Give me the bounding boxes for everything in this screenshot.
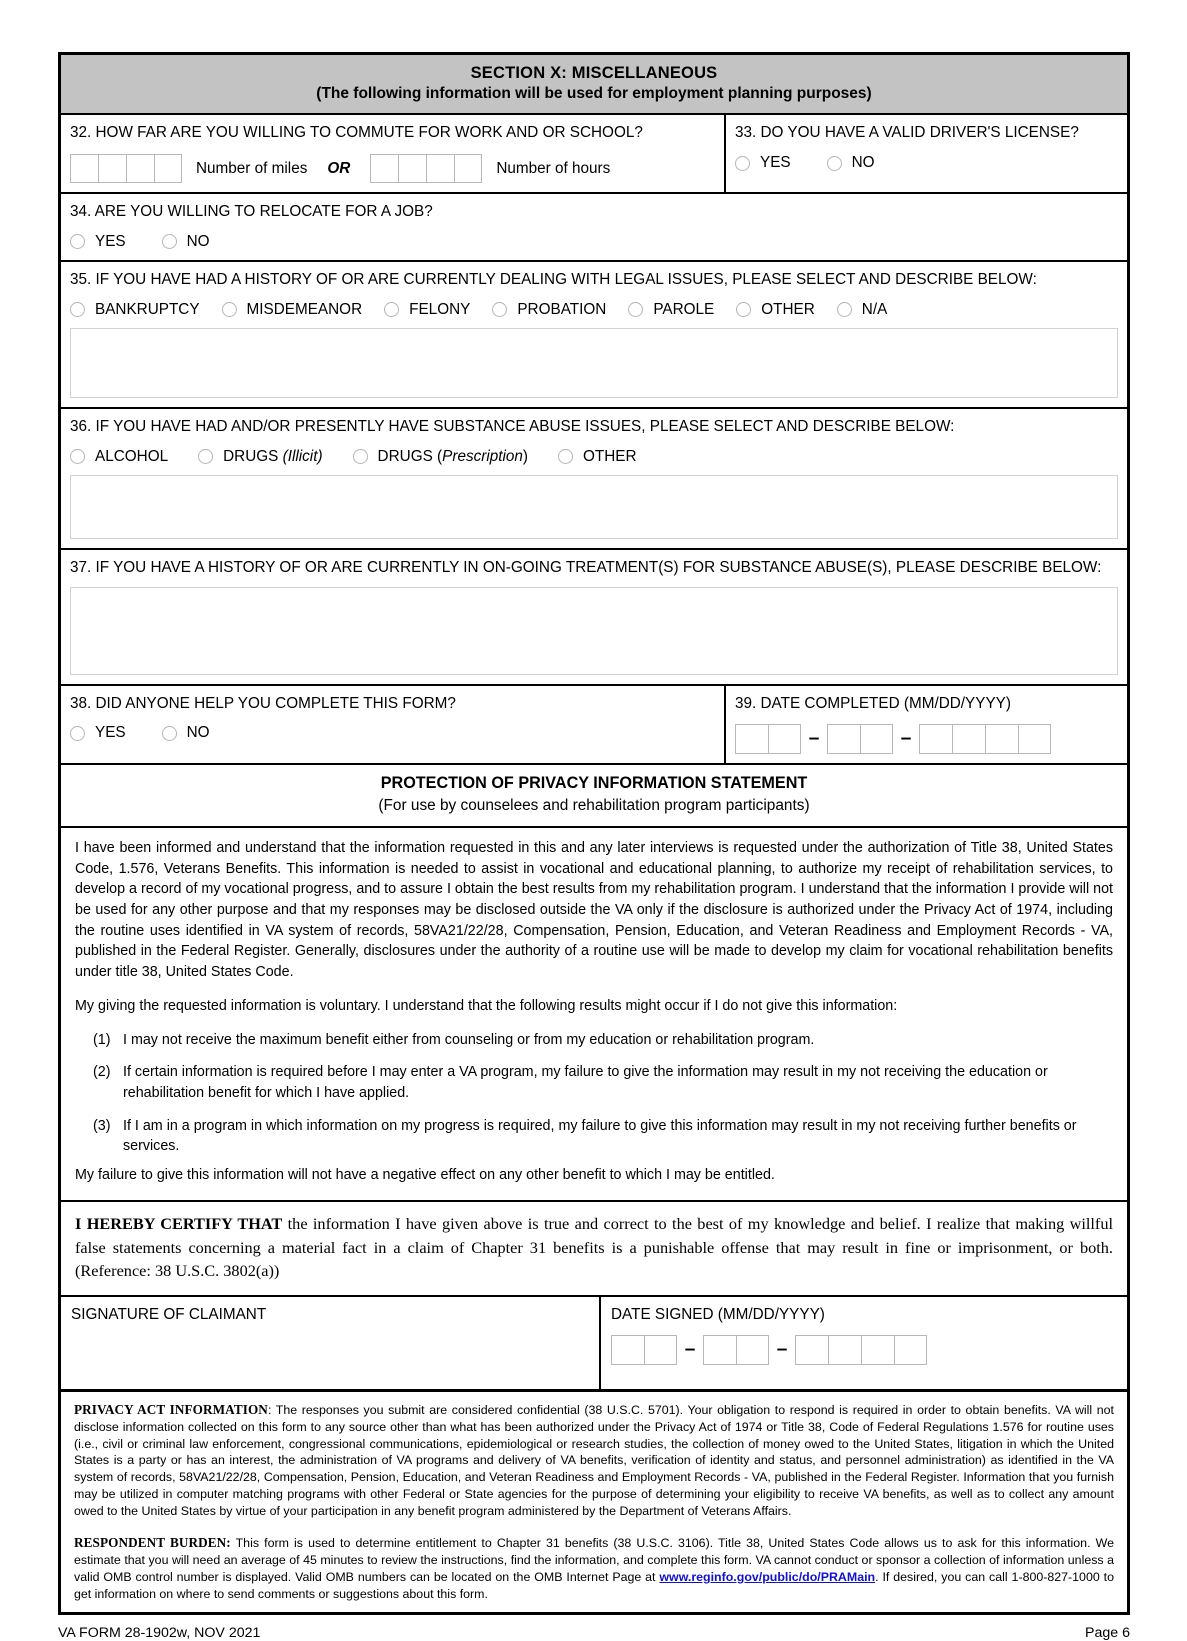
radio-icon[interactable]	[198, 449, 213, 464]
q36-option-other[interactable]	[558, 448, 637, 466]
radio-icon[interactable]	[628, 302, 643, 317]
section-subtitle: (The following information will be used for employment planning purposes)	[316, 85, 872, 103]
q32-miles-input[interactable]	[70, 154, 182, 183]
certification-lead: I HEREBY CERTIFY THAT	[75, 1213, 283, 1233]
q36-describe-input[interactable]	[70, 475, 1118, 539]
char-cell[interactable]	[70, 154, 98, 183]
list-item-text: If I am in a program in which information on my progress is required, my failure to give this information may result in my not receiving further benefits or services.	[123, 1117, 1077, 1155]
char-cell[interactable]	[454, 154, 482, 183]
char-cell[interactable]	[985, 724, 1018, 754]
q35-describe-input[interactable]	[70, 328, 1118, 398]
form-identifier: VA FORM 28-1902w, NOV 2021	[58, 1625, 261, 1641]
respondent-burden-heading: RESPONDENT BURDEN:	[74, 1534, 231, 1550]
date-separator: –	[900, 728, 912, 750]
section-title: SECTION X: MISCELLANEOUS	[470, 64, 718, 82]
q38-option-yes-label: YES	[95, 724, 126, 742]
question-34	[61, 194, 1127, 260]
radio-icon[interactable]	[70, 726, 85, 741]
char-cell[interactable]	[644, 1335, 677, 1365]
char-cell[interactable]	[370, 154, 398, 183]
radio-icon[interactable]	[735, 156, 750, 171]
char-cell[interactable]	[768, 724, 801, 754]
privacy-paragraph-2: My giving the requested information is voluntary. I understand that the following results might occur if I do not give this information:	[75, 997, 898, 1014]
q36-option-drugs-prescription[interactable]	[353, 448, 528, 466]
radio-icon[interactable]	[558, 449, 573, 464]
radio-icon[interactable]	[70, 234, 85, 249]
q35-option-other[interactable]	[736, 301, 815, 319]
char-cell[interactable]	[736, 1335, 769, 1365]
section-header-band	[61, 55, 1127, 115]
privacy-statement-header	[61, 765, 1127, 827]
q36-option-drugs-illicit[interactable]	[198, 448, 322, 466]
signature-date-label: DATE SIGNED (MM/DD/YYYY)	[611, 1305, 825, 1323]
radio-icon[interactable]	[384, 302, 399, 317]
date-separator: –	[808, 728, 820, 750]
row-q35	[61, 262, 1127, 409]
q35-option-label: BANKRUPTCY	[95, 300, 200, 318]
q36-option-label: DRUGS (Illicit)	[223, 447, 323, 465]
date-separator: –	[684, 1338, 696, 1360]
list-item	[75, 1030, 1113, 1051]
char-cell[interactable]	[894, 1335, 927, 1365]
q38-option-no[interactable]	[162, 724, 210, 742]
question-32	[61, 115, 726, 192]
date-separator: –	[776, 1338, 788, 1360]
list-item	[75, 1062, 1113, 1103]
q34-label: 34. ARE YOU WILLING TO RELOCATE FOR A JOB?	[70, 203, 433, 221]
form-frame	[58, 52, 1130, 1615]
q34-option-yes[interactable]	[70, 233, 126, 251]
row-q36	[61, 409, 1127, 550]
q36-option-label: ALCOHOL	[95, 447, 169, 465]
q37-label: 37. IF YOU HAVE A HISTORY OF OR ARE CURRENTLY IN ON-GOING TREATMENT(S) FOR SUBSTANCE ABUSE(S), PLEASE DESCRIBE BELOW:	[70, 558, 1102, 576]
signature-month-input[interactable]	[611, 1335, 677, 1365]
q35-option-na[interactable]	[837, 301, 888, 319]
question-35	[61, 262, 1127, 407]
privacy-statement-body	[61, 828, 1127, 1202]
q35-options	[70, 301, 1118, 319]
signature-date-inputs	[611, 1335, 1117, 1365]
q35-option-label: MISDEMEANOR	[246, 300, 363, 318]
char-cell[interactable]	[919, 724, 952, 754]
respondent-burden	[61, 1530, 1127, 1613]
signature-year-input[interactable]	[795, 1335, 927, 1365]
list-item-text: If certain information is required before I may enter a VA program, my failure to give the information may result in my not receiving the education or rehabilitation benefit for which I have applied.	[123, 1064, 1048, 1102]
q32-miles-caption: Number of miles	[196, 159, 308, 177]
row-q32-q33	[61, 115, 1127, 194]
certification-statement	[61, 1202, 1127, 1297]
q35-option-probation[interactable]	[492, 301, 606, 319]
q36-label: 36. IF YOU HAVE HAD AND/OR PRESENTLY HAVE SUBSTANCE ABUSE ISSUES, PLEASE SELECT AND DESCRIBE BELOW:	[70, 417, 955, 435]
q36-options	[70, 448, 1118, 466]
q32-or-separator: OR	[327, 159, 351, 177]
char-cell[interactable]	[611, 1335, 644, 1365]
privacy-paragraph-1: I have been informed and understand that the information requested in this and any later interviews is requested under the authorization of Title 38, United States Code, 1.576, Veterans Benefits. This information is needed to assist in vocational and educational planning, to authorize my receipt of rehabilitation services, to develop a record of my vocational progress, and to assure I obtain the best results from my rehabilitation program. I understand that the information I provide will not be used for any other purpose and that my responses may be disclosed outside the VA only if the disclosure is authorized under the Privacy Act of 1974, including the routine uses identified in VA system of records, 58VA21/22/28, Compensation, Pension, Education, and Veteran Readiness and Employment Records - VA, published in the Federal Register. Generally, disclosures under the authority of a routine use will be made to develop my claim for vocational rehabilitation benefits under title 38, United States Code.	[75, 839, 1113, 981]
privacy-numbered-list	[75, 1030, 1113, 1158]
q33-options	[735, 154, 1118, 172]
q35-option-felony[interactable]	[384, 301, 470, 319]
char-cell[interactable]	[398, 154, 426, 183]
q35-option-label: OTHER	[761, 300, 815, 318]
char-cell[interactable]	[154, 154, 182, 183]
question-38	[61, 686, 726, 764]
question-36	[61, 409, 1127, 548]
privacy-act-information	[61, 1392, 1127, 1530]
q33-option-no[interactable]	[827, 154, 875, 172]
privacy-paragraph-3: My failure to give this information will not have a negative effect on any other benefit to which I may be entitled.	[75, 1167, 775, 1184]
q38-label: 38. DID ANYONE HELP YOU COMPLETE THIS FORM?	[70, 694, 456, 712]
q38-options	[70, 724, 715, 742]
q35-option-bankruptcy[interactable]	[70, 301, 200, 319]
signature-date-field	[601, 1297, 1127, 1389]
radio-icon[interactable]	[736, 302, 751, 317]
page-number: Page 6	[1085, 1625, 1130, 1641]
char-cell[interactable]	[735, 724, 768, 754]
privacy-statement-title: PROTECTION OF PRIVACY INFORMATION STATEMENT	[380, 774, 808, 793]
char-cell[interactable]	[861, 1335, 894, 1365]
row-q37	[61, 550, 1127, 686]
signature-row	[61, 1297, 1127, 1392]
char-cell[interactable]	[98, 154, 126, 183]
q35-option-label: PROBATION	[517, 300, 607, 318]
page-footer	[58, 1625, 1130, 1641]
q39-date-field	[735, 724, 1118, 754]
q34-options	[70, 233, 1118, 251]
q36-option-label: DRUGS (Prescription)	[377, 447, 529, 465]
q33-label: 33. DO YOU HAVE A VALID DRIVER'S LICENSE?	[735, 124, 1079, 142]
char-cell[interactable]	[795, 1335, 828, 1365]
char-cell[interactable]	[860, 724, 893, 754]
q39-day-input[interactable]	[827, 724, 893, 754]
q32-hours-caption: Number of hours	[496, 159, 611, 177]
q38-option-yes[interactable]	[70, 724, 126, 742]
pra-main-link[interactable]: www.reginfo.gov/public/do/PRAMain	[659, 1569, 876, 1584]
list-item	[75, 1116, 1113, 1157]
char-cell[interactable]	[828, 1335, 861, 1365]
respondent-burden-body-before: This form is used to determine entitlement to Chapter 31 benefits (38 U.S.C. 3106). Title 38, United States Code allows us to ask for this information. We estimate that you will need an average of 45 minutes to review the instructions, find the information, and complete this form. VA cannot conduct or sponsor a collection of information unless a valid OMB control number is displayed. Valid OMB numbers can be located on the OMB Internet Page at	[74, 1535, 1114, 1584]
q37-describe-input[interactable]	[70, 587, 1118, 675]
char-cell[interactable]	[703, 1335, 736, 1365]
privacy-statement-subtitle: (For use by counselees and rehabilitation program participants)	[378, 797, 810, 815]
radio-icon[interactable]	[492, 302, 507, 317]
privacy-act-body: : The responses you submit are considered confidential (38 U.S.C. 5701). Your obligation to respond is required in order to obtain benefits. VA will not disclose information collected on this form to any source other than what has been authorized under the Privacy Act of 1974 or Title 38, Code of Federal Regulations 1.576 for routine uses (i.e., civil or criminal law enforcement, congressional communications, epidemiological or research studies, the collection of money owed to the United States, litigation in which the United States is a party or has an interest, the administration of VA programs and delivery of VA benefits, verification of identity and status, and personnel administration) as identified in the VA system of records, 58VA21/22/28, Compensation, Pension, Education, and Veteran Readiness and Employment Records - VA, published in the Federal Register. Information that you furnish may be utilized in computer matching programs with other Federal or State agencies for the purpose of determining your eligibility to receive VA benefits, as well as to collect any amount owed to the United States by virtue of your participation in any benefit program administered by the Department of Veterans Affairs.	[74, 1402, 1114, 1519]
radio-icon[interactable]	[70, 302, 85, 317]
signature-claimant-label: SIGNATURE OF CLAIMANT	[71, 1305, 267, 1323]
radio-icon[interactable]	[353, 449, 368, 464]
q33-option-yes[interactable]	[735, 154, 791, 172]
q34-option-no-label: NO	[186, 232, 210, 250]
radio-icon[interactable]	[162, 726, 177, 741]
char-cell[interactable]	[426, 154, 454, 183]
signature-claimant-field[interactable]	[61, 1297, 601, 1389]
q33-option-no-label: NO	[851, 154, 875, 172]
radio-icon[interactable]	[827, 156, 842, 171]
list-item-number: (3)	[93, 1117, 111, 1134]
question-39	[726, 686, 1127, 764]
list-item-number: (1)	[93, 1031, 111, 1048]
q33-option-yes-label: YES	[760, 154, 791, 172]
q38-option-no-label: NO	[186, 724, 210, 742]
privacy-act-heading: PRIVACY ACT INFORMATION	[74, 1401, 268, 1417]
certification-body: the information I have given above is true and correct to the best of my knowledge and belief. I realize that making willful false statements concerning a material fact in a claim of Chapter 31 benefits is a punishable offense that may result in fine or imprisonment, or both. (Reference: 38 U.S.C. 3802(a))	[75, 1213, 1113, 1281]
question-37	[61, 550, 1127, 684]
question-33	[726, 115, 1127, 192]
radio-icon[interactable]	[222, 302, 237, 317]
q32-label: 32. HOW FAR ARE YOU WILLING TO COMMUTE FOR WORK AND OR SCHOOL?	[70, 124, 643, 142]
row-q38-q39	[61, 686, 1127, 766]
list-item-text: I may not receive the maximum benefit either from counseling or from my education or rehabilitation program.	[123, 1031, 815, 1048]
q39-year-input[interactable]	[919, 724, 1051, 754]
q35-option-misdemeanor[interactable]	[222, 301, 363, 319]
respondent-burden-body-after: . If desired, you can call 1-800-827-1000 to get information on where to send comments or suggestions about this form.	[74, 1569, 1114, 1601]
q32-hours-input[interactable]	[370, 154, 482, 183]
radio-icon[interactable]	[70, 449, 85, 464]
q35-option-label: N/A	[861, 300, 888, 318]
char-cell[interactable]	[827, 724, 860, 754]
row-q34	[61, 194, 1127, 262]
q39-label: 39. DATE COMPLETED (MM/DD/YYYY)	[735, 694, 1011, 712]
char-cell[interactable]	[1018, 724, 1051, 754]
q34-option-yes-label: YES	[95, 232, 126, 250]
q35-option-label: FELONY	[409, 300, 471, 318]
signature-day-input[interactable]	[703, 1335, 769, 1365]
radio-icon[interactable]	[162, 234, 177, 249]
q36-option-label: OTHER	[583, 447, 637, 465]
q36-option-alcohol[interactable]	[70, 448, 168, 466]
char-cell[interactable]	[952, 724, 985, 754]
q35-label: 35. IF YOU HAVE HAD A HISTORY OF OR ARE CURRENTLY DEALING WITH LEGAL ISSUES, PLEASE SELECT AND DESCRIBE BELOW:	[70, 270, 1037, 288]
q34-option-no[interactable]	[162, 233, 210, 251]
list-item-number: (2)	[93, 1064, 111, 1081]
radio-icon[interactable]	[837, 302, 852, 317]
char-cell[interactable]	[126, 154, 154, 183]
q39-month-input[interactable]	[735, 724, 801, 754]
q35-option-parole[interactable]	[628, 301, 714, 319]
q35-option-label: PAROLE	[653, 300, 715, 318]
q32-fields	[70, 154, 715, 183]
